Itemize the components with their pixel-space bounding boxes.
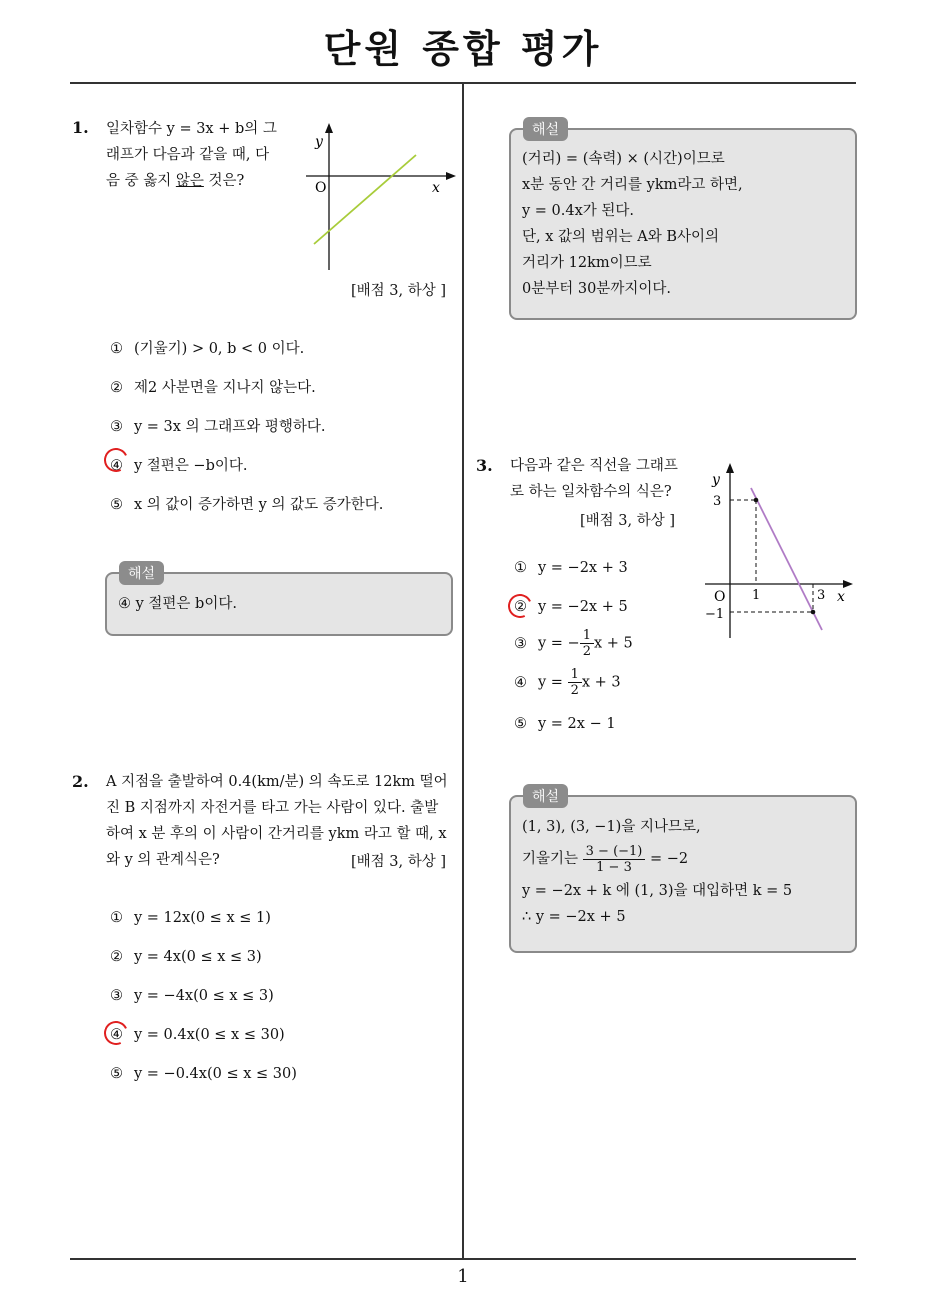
choice-text: y = −2x + 5 — [538, 599, 628, 615]
choice-mark: ② — [110, 949, 123, 965]
q3-solution-tab: 해설 — [523, 784, 568, 808]
choice-text: y = −2x + 3 — [538, 560, 628, 576]
q1-number: 1. — [72, 118, 89, 137]
solution-line: 0분부터 30분까지이다. — [522, 281, 671, 297]
q3-choice-1[interactable] — [514, 560, 628, 576]
solution-line: y = 0.4x가 된다. — [522, 203, 635, 219]
q2-score: [배점 3, 하상 ] — [351, 854, 447, 870]
choice-mark: ⑤ — [110, 497, 123, 513]
choice-text-pre: y = − — [538, 635, 580, 652]
page-title: 단원 종합 평가 — [323, 27, 603, 71]
fraction-numerator: 1 — [568, 667, 582, 683]
q3-tick-y3: 3 — [713, 494, 722, 509]
q1-score: [배점 3, 하상 ] — [351, 283, 447, 299]
choice-text: y = 4x(0 ≤ x ≤ 3) — [134, 949, 262, 965]
q3-solution-text — [522, 814, 792, 930]
choice-mark: ③ — [110, 419, 123, 435]
q3-x-label: x — [837, 589, 845, 605]
q2-choice-5[interactable] — [110, 1066, 297, 1082]
q1-solution-tab: 해설 — [119, 561, 164, 585]
q3-point-3-m1 — [811, 610, 816, 615]
choice-mark: ① — [110, 341, 123, 357]
q1-graph — [300, 118, 460, 278]
q3-answer-circle — [505, 591, 536, 622]
choice-mark: ④ — [110, 458, 123, 474]
fraction-denominator: 2 — [570, 683, 579, 698]
choice-mark: ③ — [514, 635, 527, 652]
q3-score: [배점 3, 하상 ] — [580, 513, 676, 529]
fraction-numerator: 3 − (−1) — [583, 844, 646, 860]
q3-stem — [510, 453, 700, 505]
q2-solution-tab: 해설 — [523, 117, 568, 141]
solution-line — [522, 840, 792, 878]
choice-text: x 의 값이 증가하면 y 의 값도 증가한다. — [134, 497, 384, 513]
q2-solution-text — [522, 146, 743, 302]
q2-choice-2[interactable] — [110, 949, 262, 965]
q1-y-arrow — [325, 123, 333, 133]
choice-text: (기울기) > 0, b < 0 이다. — [134, 341, 305, 357]
solution-line: ∴ y = −2x + 5 — [522, 909, 626, 925]
column-divider — [462, 83, 464, 1258]
choice-text-pre: y = — [538, 674, 568, 691]
solution-line: (1, 3), (3, −1)을 지나므로, — [522, 819, 701, 835]
q1-stem-line — [106, 168, 291, 194]
choice-text: y = 12x(0 ≤ x ≤ 1) — [134, 910, 271, 926]
q2-choice-3[interactable] — [110, 988, 274, 1004]
q1-choice-1[interactable] — [110, 337, 304, 358]
choice-mark: ① — [110, 910, 123, 926]
choice-mark: ② — [110, 380, 123, 396]
choice-text: y 절편은 −b이다. — [134, 458, 248, 474]
q1-origin-label: O — [315, 180, 327, 196]
q3-choice-3[interactable] — [514, 628, 633, 659]
fraction-denominator: 1 − 3 — [596, 859, 632, 875]
q3-point-1-3 — [754, 498, 759, 503]
q1-stem — [106, 116, 291, 194]
q2-number: 2. — [72, 772, 89, 791]
q1-stem-part: 것은? — [203, 173, 245, 189]
solution-line: 단, x 값의 범위는 A와 B사이의 — [522, 229, 720, 245]
choice-mark: ② — [514, 599, 527, 615]
q1-y-label: y — [315, 134, 323, 150]
solution-line: x분 동안 간 거리를 ykm라고 하면, — [522, 177, 743, 193]
fraction — [580, 628, 594, 659]
choice-text: y = −4x(0 ≤ x ≤ 3) — [134, 988, 274, 1004]
q3-graph — [700, 460, 860, 640]
choice-mark: ⑤ — [514, 716, 527, 732]
q1-x-label: x — [432, 180, 440, 196]
choice-mark: ⑤ — [110, 1066, 123, 1082]
q1-stem-line: 래프가 다음과 같을 때, 다 — [106, 147, 270, 163]
solution-part: 기울기는 — [522, 851, 579, 867]
solution-part: = −2 — [650, 851, 689, 867]
choice-text-post: x + 5 — [594, 635, 633, 652]
fraction — [568, 667, 582, 698]
choice-text: y = −0.4x(0 ≤ x ≤ 30) — [134, 1066, 297, 1082]
q1-stem-part: 음 중 옳지 — [106, 173, 176, 189]
q2-stem-line: 와 y 의 관계식은? — [106, 852, 220, 868]
choice-text: y = 3x 의 그래프와 평행하다. — [134, 419, 326, 435]
choice-mark: ① — [514, 560, 527, 576]
q3-stem-line: 다음과 같은 직선을 그래프 — [510, 458, 678, 474]
q3-tick-x3: 3 — [817, 588, 826, 603]
q3-graph-line — [751, 488, 822, 630]
q2-answer-circle — [101, 1018, 132, 1049]
page-number: 1 — [457, 1266, 469, 1287]
solution-line: 거리가 12km이므로 — [522, 255, 652, 271]
solution-line: ④ y 절편은 b이다. — [118, 596, 237, 612]
q2-choice-4[interactable] — [110, 1027, 285, 1043]
q2-choice-1[interactable] — [110, 910, 271, 926]
q1-stem-line: 일차함수 y = 3x + b의 그 — [106, 121, 277, 137]
q2-stem-line: A 지점을 출발하여 0.4(km/분) 의 속도로 12km 떨어 — [106, 774, 448, 790]
q1-stem-underline: 않은 — [175, 173, 204, 189]
q3-choice-5[interactable] — [514, 716, 616, 732]
solution-line: y = −2x + k 에 (1, 3)을 대입하면 k = 5 — [522, 883, 793, 899]
q3-stem-line: 로 하는 일차함수의 식은? — [510, 484, 672, 500]
q2-stem-line: 진 B 지점까지 자전거를 타고 가는 사람이 있다. 출발 — [106, 800, 439, 816]
bottom-rule — [70, 1258, 856, 1260]
q2-stem-line: 하여 x 분 후의 이 사람이 간거리를 ykm 라고 할 때, x — [106, 826, 447, 842]
q1-solution-text — [118, 591, 237, 617]
choice-text: y = 2x − 1 — [538, 716, 616, 732]
choice-text: 제2 사분면을 지나지 않는다. — [134, 380, 316, 396]
choice-mark: ④ — [514, 674, 527, 691]
q1-choice-5[interactable] — [110, 493, 383, 514]
fraction-denominator: 2 — [582, 644, 591, 659]
q1-x-arrow — [446, 172, 456, 180]
q3-choice-4[interactable] — [514, 667, 621, 698]
choice-mark: ③ — [110, 988, 123, 1004]
q1-choice-3[interactable] — [110, 415, 325, 436]
q3-origin-label: O — [714, 589, 726, 605]
fraction-numerator: 1 — [580, 628, 594, 644]
solution-line: (거리) = (속력) × (시간)이므로 — [522, 151, 725, 167]
choice-text: y = 0.4x(0 ≤ x ≤ 30) — [134, 1027, 285, 1043]
slope-fraction — [583, 844, 646, 875]
q3-tick-x1: 1 — [752, 588, 761, 603]
q1-choice-2[interactable] — [110, 376, 316, 397]
q3-tick-ym1: −1 — [705, 607, 725, 622]
q3-y-label: y — [712, 472, 720, 488]
choice-mark: ④ — [110, 1027, 123, 1043]
q3-x-arrow — [843, 580, 853, 588]
choice-text-post: x + 3 — [581, 674, 621, 691]
q1-choice-4[interactable] — [110, 454, 248, 475]
q3-number: 3. — [476, 456, 493, 475]
q3-y-arrow — [726, 463, 734, 473]
